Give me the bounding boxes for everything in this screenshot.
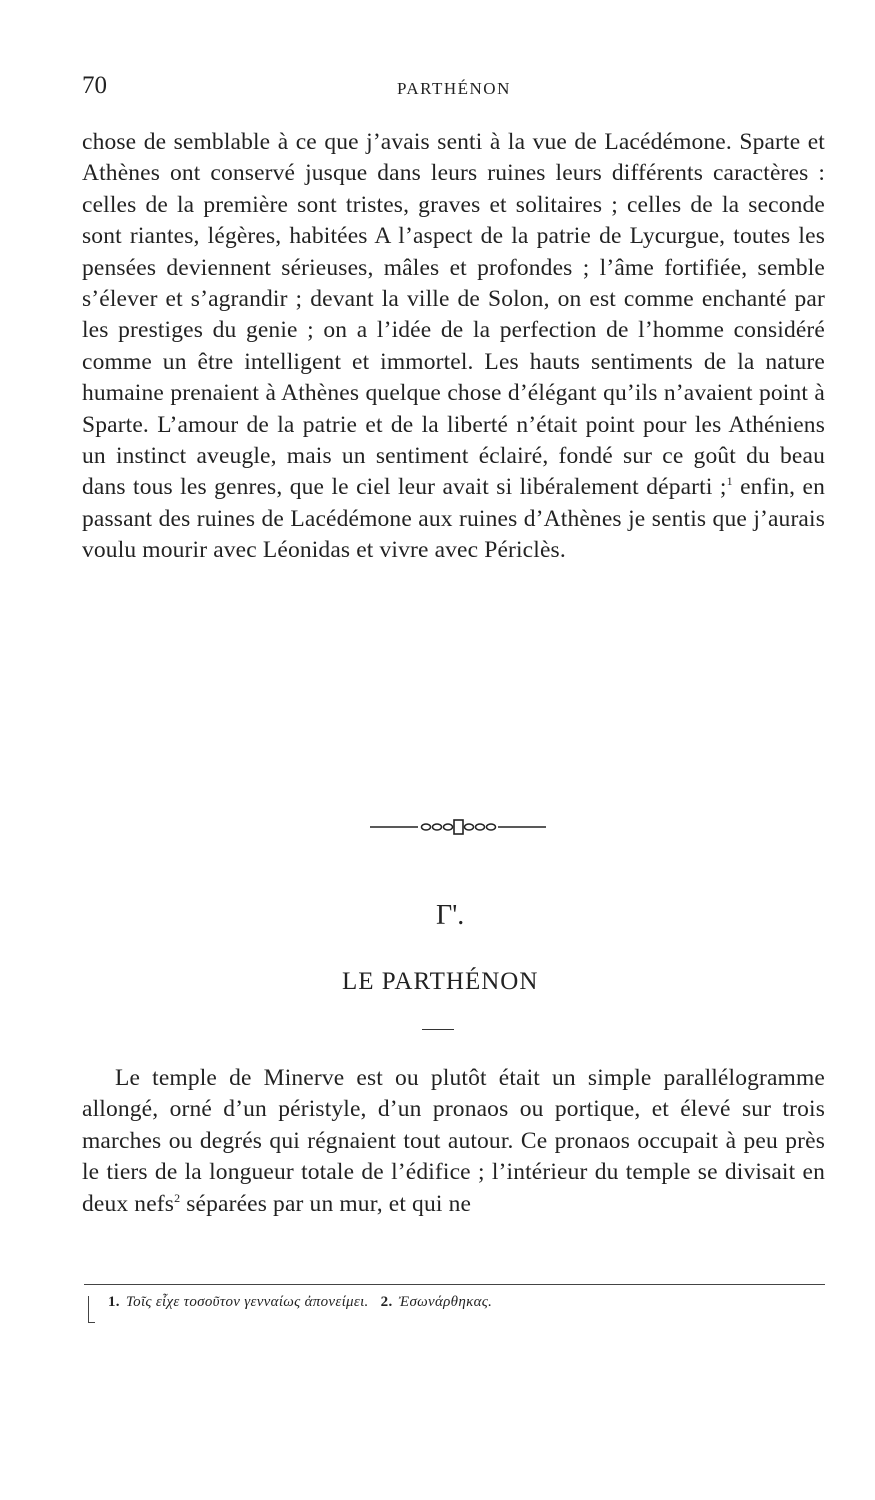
paragraph-text: séparées par un mur, et qui ne (180, 1190, 472, 1217)
page-number: 70 (82, 72, 107, 99)
paragraph-continued (82, 127, 825, 567)
footnotes (108, 1294, 492, 1311)
footnote-divider (84, 1284, 825, 1285)
title-rule (422, 1029, 454, 1030)
paragraph-text: chose de semblable à ce que j’avais senti à la vue de Lacédémone. Sparte et Athènes ont conservé jusque dans leurs ruines leurs différents caractères : celles de la première sont tristes, graves et solitaires ; celles de la seconde sont riantes, légères, habitées A l’aspect de la patrie de Lycurgue, toutes les pensées deviennent sérieuses, mâles et profondes ; l’âme fortifiée, semble s’élever et s’agrandir ; devant la ville de Solon, on est comme enchanté par les prestiges du genie ; on a l’idée de la perfection de l’homme considéré comme un être intelligent et immortel. Les hauts sentiments de la nature humaine prenaient à Athènes quelque chose d’élégant qu’ils n’avaient point à Sparte. L’amour de la patrie et de la liberté n’était point pour les Athéniens un instinct aveugle, mais un sentiment éclairé, fondé sur ce goût du beau dans tous les genres, que le ciel leur avait si libéralement départi ; (82, 129, 825, 501)
footnote-bracket (88, 1296, 95, 1323)
footnote-text: Ἐσωνάρθηκας. (398, 1294, 493, 1310)
section-number: Γ'. (436, 900, 465, 931)
section-title: LE PARTHÉNON (342, 968, 539, 995)
footnote-text: Τοῖς εἶχε τοσοῦτον γενναίως ἀπονείμει. (125, 1294, 369, 1310)
paragraph-text: Le temple de Minerve est ou plutôt était un simple parallélogramme allongé, orné d’un péristyle, d’un pronaos ou portique, et élevé sur trois marches ou degrés qui régnaient tout autour. Ce pronaos occupait à peu près le tiers de la longueur totale de l’édifice ; l’intérieur du temple se divisait en deux nefs (82, 1065, 825, 1217)
paragraph (82, 1063, 825, 1220)
fleuron-ornament (370, 816, 546, 836)
running-title: PARTHÉNON (397, 79, 511, 98)
footnote-number: 1. (108, 1294, 120, 1310)
footnote-number: 2. (380, 1294, 393, 1310)
footnote-ref: 1 (726, 474, 733, 489)
paragraph-text: enfin, en passant des ruines de Lacédémone aux ruines d’Athènes je sentis que j’aurais voulu mourir avec Léonidas et vivre avec Périclès. (82, 474, 826, 564)
running-head (82, 72, 837, 102)
footnote-ref: 2 (174, 1190, 181, 1205)
paragraph-body (82, 1063, 825, 1220)
